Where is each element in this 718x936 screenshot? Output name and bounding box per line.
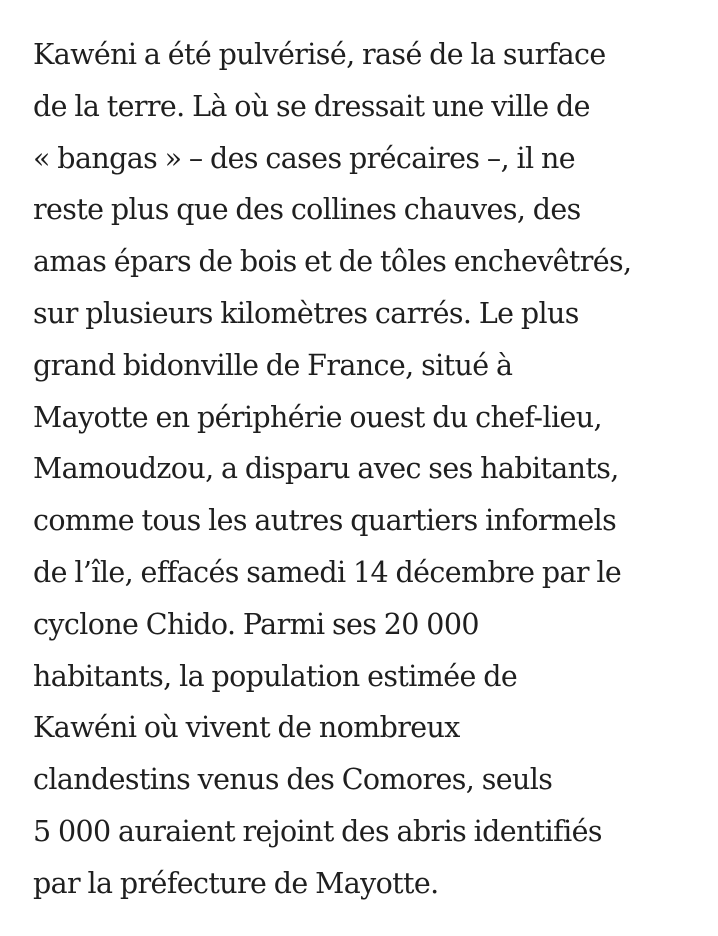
paragraph-line: comme tous les autres quartiers informels [33,504,617,538]
paragraph-line: de l’île, effacés samedi 14 décembre par le [33,555,622,589]
paragraph-line: Mamoudzou, a disparu avec ses habitants, [33,452,619,486]
paragraph-line: par la préfecture de Mayotte. [33,866,439,900]
paragraph-line: cyclone Chido. Parmi ses 20 000 [33,607,479,641]
article-paragraph [33,29,713,910]
paragraph-line: reste plus que des collines chauves, des [33,193,581,227]
paragraph-line: Kawéni où vivent de nombreux [33,711,460,745]
paragraph-line: Mayotte en périphérie ouest du chef-lieu, [33,400,602,434]
paragraph-line: grand bidonville de France, situé à [33,348,513,382]
paragraph-line: de la terre. Là où se dressait une ville de [33,89,590,123]
paragraph-line: amas épars de bois et de tôles enchevêtrés, [33,245,632,279]
paragraph-line: 5 000 auraient rejoint des abris identifiés [33,814,602,848]
paragraph-line: sur plusieurs kilomètres carrés. Le plus [33,296,579,330]
paragraph-line: clandestins venus des Comores, seuls [33,763,553,797]
paragraph-line: « bangas » – des cases précaires –, il ne [33,141,575,175]
paragraph-line: Kawéni a été pulvérisé, rasé de la surface [33,38,606,71]
paragraph-line: habitants, la population estimée de [33,659,518,693]
